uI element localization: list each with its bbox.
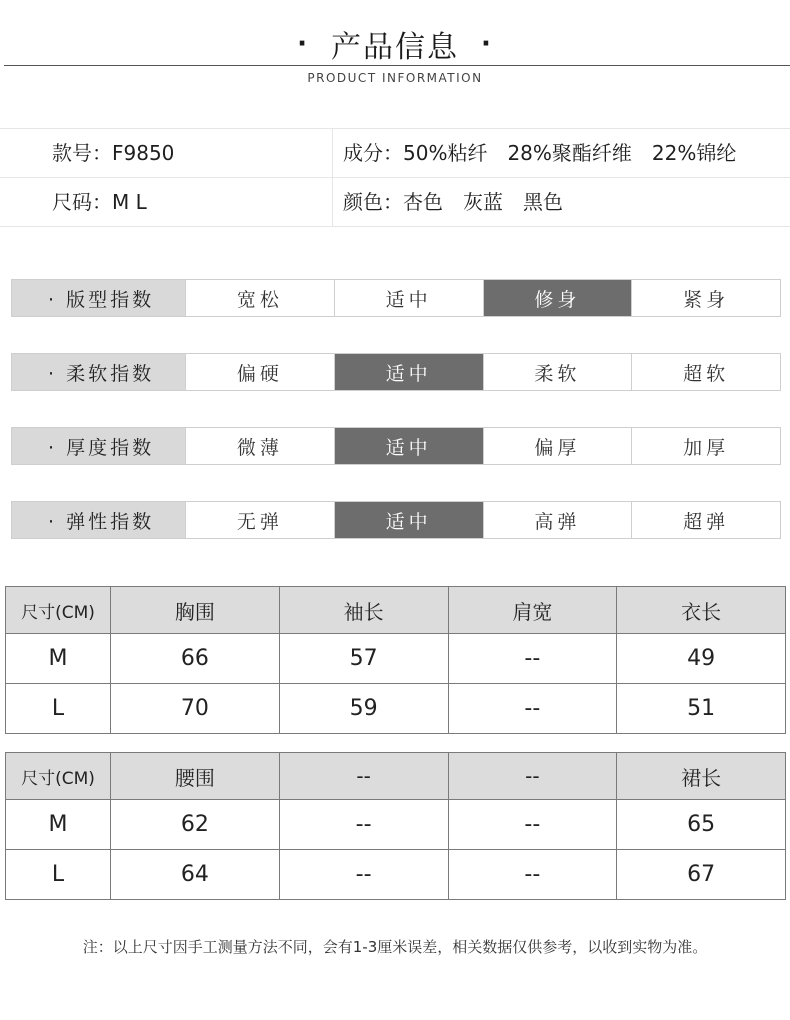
table-cell: -- (448, 800, 617, 850)
top-size-table (5, 586, 786, 734)
table-header-cell: 肩宽 (448, 587, 617, 634)
scale-option: 适中 (334, 280, 483, 316)
scale-label: · 版型指数 (12, 280, 185, 316)
scale-option-selected: 适中 (334, 428, 483, 464)
title-dot-right: · (481, 29, 493, 59)
scale-option: 偏硬 (185, 354, 334, 390)
info-row-1 (0, 128, 790, 177)
product-info-grid (0, 128, 790, 227)
scale-label: · 弹性指数 (12, 502, 185, 538)
thickness-index-scale (11, 427, 781, 465)
available-colors: 颜色：杏色 灰蓝 黑色 (343, 190, 563, 214)
scale-option: 高弹 (483, 502, 632, 538)
table-header-row (6, 753, 786, 800)
table-cell: 57 (279, 634, 448, 684)
scale-label: · 柔软指数 (12, 354, 185, 390)
table-header-cell: -- (448, 753, 617, 800)
table-cell: 49 (617, 634, 786, 684)
table-cell: -- (448, 850, 617, 900)
table-cell: L (6, 850, 111, 900)
scale-option: 偏厚 (483, 428, 632, 464)
table-header-cell: 腰围 (111, 753, 280, 800)
table-header-row (6, 587, 786, 634)
table-header-cell: -- (279, 753, 448, 800)
style-number: 款号：F9850 (52, 141, 175, 165)
table-header-cell: 尺寸(CM) (6, 587, 111, 634)
elasticity-index-scale (11, 501, 781, 539)
table-cell: -- (448, 634, 617, 684)
scale-option: 无弹 (185, 502, 334, 538)
info-divider (332, 178, 333, 226)
table-header-cell: 胸围 (111, 587, 280, 634)
table-row (6, 850, 786, 900)
table-row (6, 800, 786, 850)
title-dot-left: · (297, 29, 309, 59)
table-cell: L (6, 684, 111, 734)
scale-option: 超弹 (631, 502, 780, 538)
softness-index-scale (11, 353, 781, 391)
table-cell: M (6, 634, 111, 684)
scale-option-selected: 适中 (334, 354, 483, 390)
scale-option-selected: 修身 (483, 280, 632, 316)
table-cell: 65 (617, 800, 786, 850)
table-cell: -- (448, 684, 617, 734)
table-header-cell: 尺寸(CM) (6, 753, 111, 800)
table-cell: 59 (279, 684, 448, 734)
table-cell: -- (279, 850, 448, 900)
table-row (6, 634, 786, 684)
title-text: 产品信息 (331, 30, 459, 65)
fit-index-scale (11, 279, 781, 317)
scale-option: 宽松 (185, 280, 334, 316)
info-divider (332, 129, 333, 177)
scale-option: 紧身 (631, 280, 780, 316)
scale-option: 加厚 (631, 428, 780, 464)
table-cell: 66 (111, 634, 280, 684)
table-header-cell: 袖长 (279, 587, 448, 634)
scale-label: · 厚度指数 (12, 428, 185, 464)
page-title (0, 22, 790, 66)
table-cell: 64 (111, 850, 280, 900)
title-divider (4, 65, 790, 66)
measurement-note: 注：以上尺寸因手工测量方法不同，会有1-3厘米误差，相关数据仅供参考，以收到实物为准。 (82, 938, 708, 956)
scale-option-selected: 适中 (334, 502, 483, 538)
table-cell: 51 (617, 684, 786, 734)
scale-option: 微薄 (185, 428, 334, 464)
table-header-cell: 衣长 (617, 587, 786, 634)
table-cell: M (6, 800, 111, 850)
table-cell: -- (279, 800, 448, 850)
info-row-2 (0, 177, 790, 227)
available-sizes: 尺码：M L (52, 190, 147, 214)
scale-option: 柔软 (483, 354, 632, 390)
bottom-size-table (5, 752, 786, 900)
table-row (6, 684, 786, 734)
scale-option: 超软 (631, 354, 780, 390)
composition: 成分：50%粘纤 28%聚酯纤维 22%锦纶 (343, 141, 737, 165)
table-cell: 70 (111, 684, 280, 734)
table-header-cell: 裙长 (617, 753, 786, 800)
table-cell: 67 (617, 850, 786, 900)
table-cell: 62 (111, 800, 280, 850)
page-subtitle: PRODUCT INFORMATION (307, 71, 483, 85)
